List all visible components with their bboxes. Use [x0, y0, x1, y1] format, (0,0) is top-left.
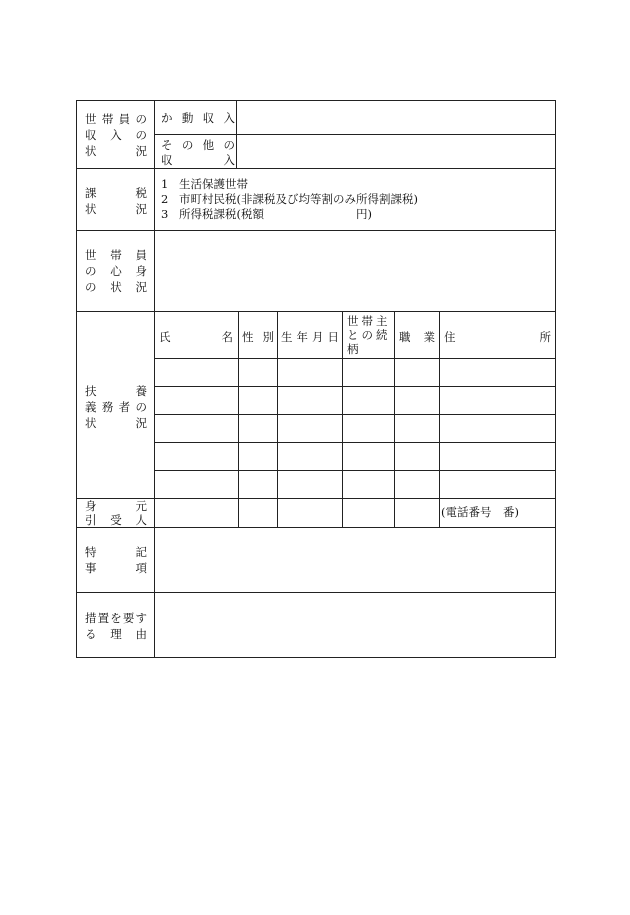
header-sex	[242, 330, 274, 344]
label-char: る	[85, 627, 97, 641]
label-char: 帯	[110, 248, 122, 262]
table-row[interactable]	[155, 359, 555, 386]
header-text: 別	[262, 330, 274, 344]
label-line	[85, 111, 147, 127]
label-char: 状	[85, 202, 97, 216]
label-line	[85, 127, 147, 143]
header-text: 年	[296, 330, 308, 344]
label-char: 状	[85, 144, 97, 158]
label-char: の	[135, 112, 147, 126]
label-char: そ	[161, 138, 173, 152]
option-text: 市町村民税(非課税及び均等割のみ所得割課税)	[179, 192, 418, 206]
header-job	[399, 330, 435, 344]
label-char: の	[85, 264, 97, 278]
label-char: 入	[223, 153, 235, 167]
header-text: 住	[444, 330, 456, 344]
label-char: 課	[85, 186, 97, 200]
label-char: 義	[85, 400, 97, 414]
label-char: の	[85, 280, 97, 294]
header-name	[159, 330, 233, 344]
reason-field[interactable]	[155, 593, 555, 657]
label-char: 他	[202, 138, 215, 152]
label-char: 入	[223, 111, 235, 125]
label-char: 要	[122, 611, 135, 625]
label-char: 項	[135, 561, 147, 575]
label-char: 人	[135, 513, 147, 527]
header-text: 月	[312, 330, 324, 344]
row-divider	[77, 311, 555, 312]
label-char: 動	[181, 111, 194, 125]
tax-label	[85, 185, 147, 217]
header-address	[444, 330, 551, 344]
header-birth	[281, 330, 339, 344]
phone-number-field[interactable]: (電話番号 番)	[441, 505, 519, 519]
label-char: 引	[85, 513, 97, 527]
label-char: 況	[135, 202, 147, 216]
dependents-label	[85, 383, 147, 431]
label-char: の	[135, 400, 147, 414]
table-row[interactable]	[155, 387, 555, 414]
label-char: 身	[85, 499, 97, 513]
row-divider	[77, 168, 555, 169]
label-line	[85, 143, 147, 159]
label-char: 元	[135, 499, 147, 513]
reason-label	[85, 610, 147, 642]
label-char: 特	[85, 545, 97, 559]
label-char: 況	[135, 280, 147, 294]
label-char: の	[135, 128, 147, 142]
header-text: 所	[539, 330, 551, 344]
label-char: 員	[118, 112, 131, 126]
work-income-label	[161, 111, 235, 126]
guarantor-label	[85, 499, 147, 527]
table-row[interactable]	[155, 443, 555, 470]
welfare-form	[76, 100, 556, 658]
label-char: 状	[110, 280, 122, 294]
header-text: 日	[327, 330, 339, 344]
label-char: 者	[118, 400, 131, 414]
col-divider	[236, 101, 237, 168]
label-char: 収	[202, 111, 215, 125]
option-number: 3	[161, 207, 169, 221]
header-text: 氏	[159, 330, 171, 344]
tax-options	[161, 177, 418, 222]
label-char: 員	[135, 248, 147, 262]
header-text: 生	[281, 330, 293, 344]
header-text: 業	[423, 330, 435, 344]
mental-label	[85, 247, 147, 295]
label-char: 収	[85, 128, 97, 142]
notes-label	[85, 544, 147, 576]
option-number: 2	[161, 192, 169, 206]
label-char: 帯	[101, 112, 114, 126]
label-char: 由	[135, 627, 147, 641]
tax-option[interactable]	[161, 177, 418, 192]
row-divider	[77, 498, 555, 499]
label-char: の	[181, 138, 194, 152]
label-char: 心	[110, 264, 122, 278]
label-char: 務	[101, 400, 114, 414]
notes-field[interactable]	[155, 528, 555, 592]
label-char: 措	[85, 611, 97, 625]
label-char: 況	[135, 416, 147, 430]
label-char: 受	[110, 513, 122, 527]
label-char: 状	[85, 416, 97, 430]
header-text: 性	[242, 330, 254, 344]
label-char: 況	[135, 144, 147, 158]
label-char: 世	[85, 112, 97, 126]
label-char: 養	[135, 384, 147, 398]
label-char: 置	[97, 611, 110, 625]
label-char: す	[135, 611, 147, 625]
other-income-label	[161, 138, 235, 168]
mental-field[interactable]	[155, 231, 555, 311]
header-text: 柄	[347, 342, 359, 356]
label-char: か	[161, 111, 173, 125]
table-row[interactable]	[155, 415, 555, 442]
option-text: 所得税課税(税額 円)	[179, 207, 372, 221]
tax-option[interactable]	[161, 192, 418, 207]
label-char: 身	[135, 264, 147, 278]
header-text: との続	[347, 328, 391, 342]
header-text: 世帯主	[347, 314, 391, 328]
option-number: 1	[161, 177, 169, 191]
label-char: 収	[161, 153, 173, 167]
label-char: 税	[135, 186, 147, 200]
tax-option[interactable]	[161, 207, 418, 222]
row-divider	[154, 134, 555, 135]
label-char: 記	[135, 545, 147, 559]
label-char: 扶	[85, 384, 97, 398]
table-row[interactable]	[155, 471, 555, 498]
label-char: 理	[110, 627, 122, 641]
label-char: の	[223, 138, 235, 152]
label-char: 世	[85, 248, 97, 262]
label-char: を	[110, 611, 122, 625]
header-text: 名	[221, 330, 233, 344]
label-char: 事	[85, 561, 97, 575]
header-relation	[347, 314, 393, 356]
header-text: 職	[399, 330, 411, 344]
income-label	[85, 111, 147, 159]
option-text: 生活保護世帯	[179, 177, 248, 191]
label-char: 入	[110, 128, 122, 142]
